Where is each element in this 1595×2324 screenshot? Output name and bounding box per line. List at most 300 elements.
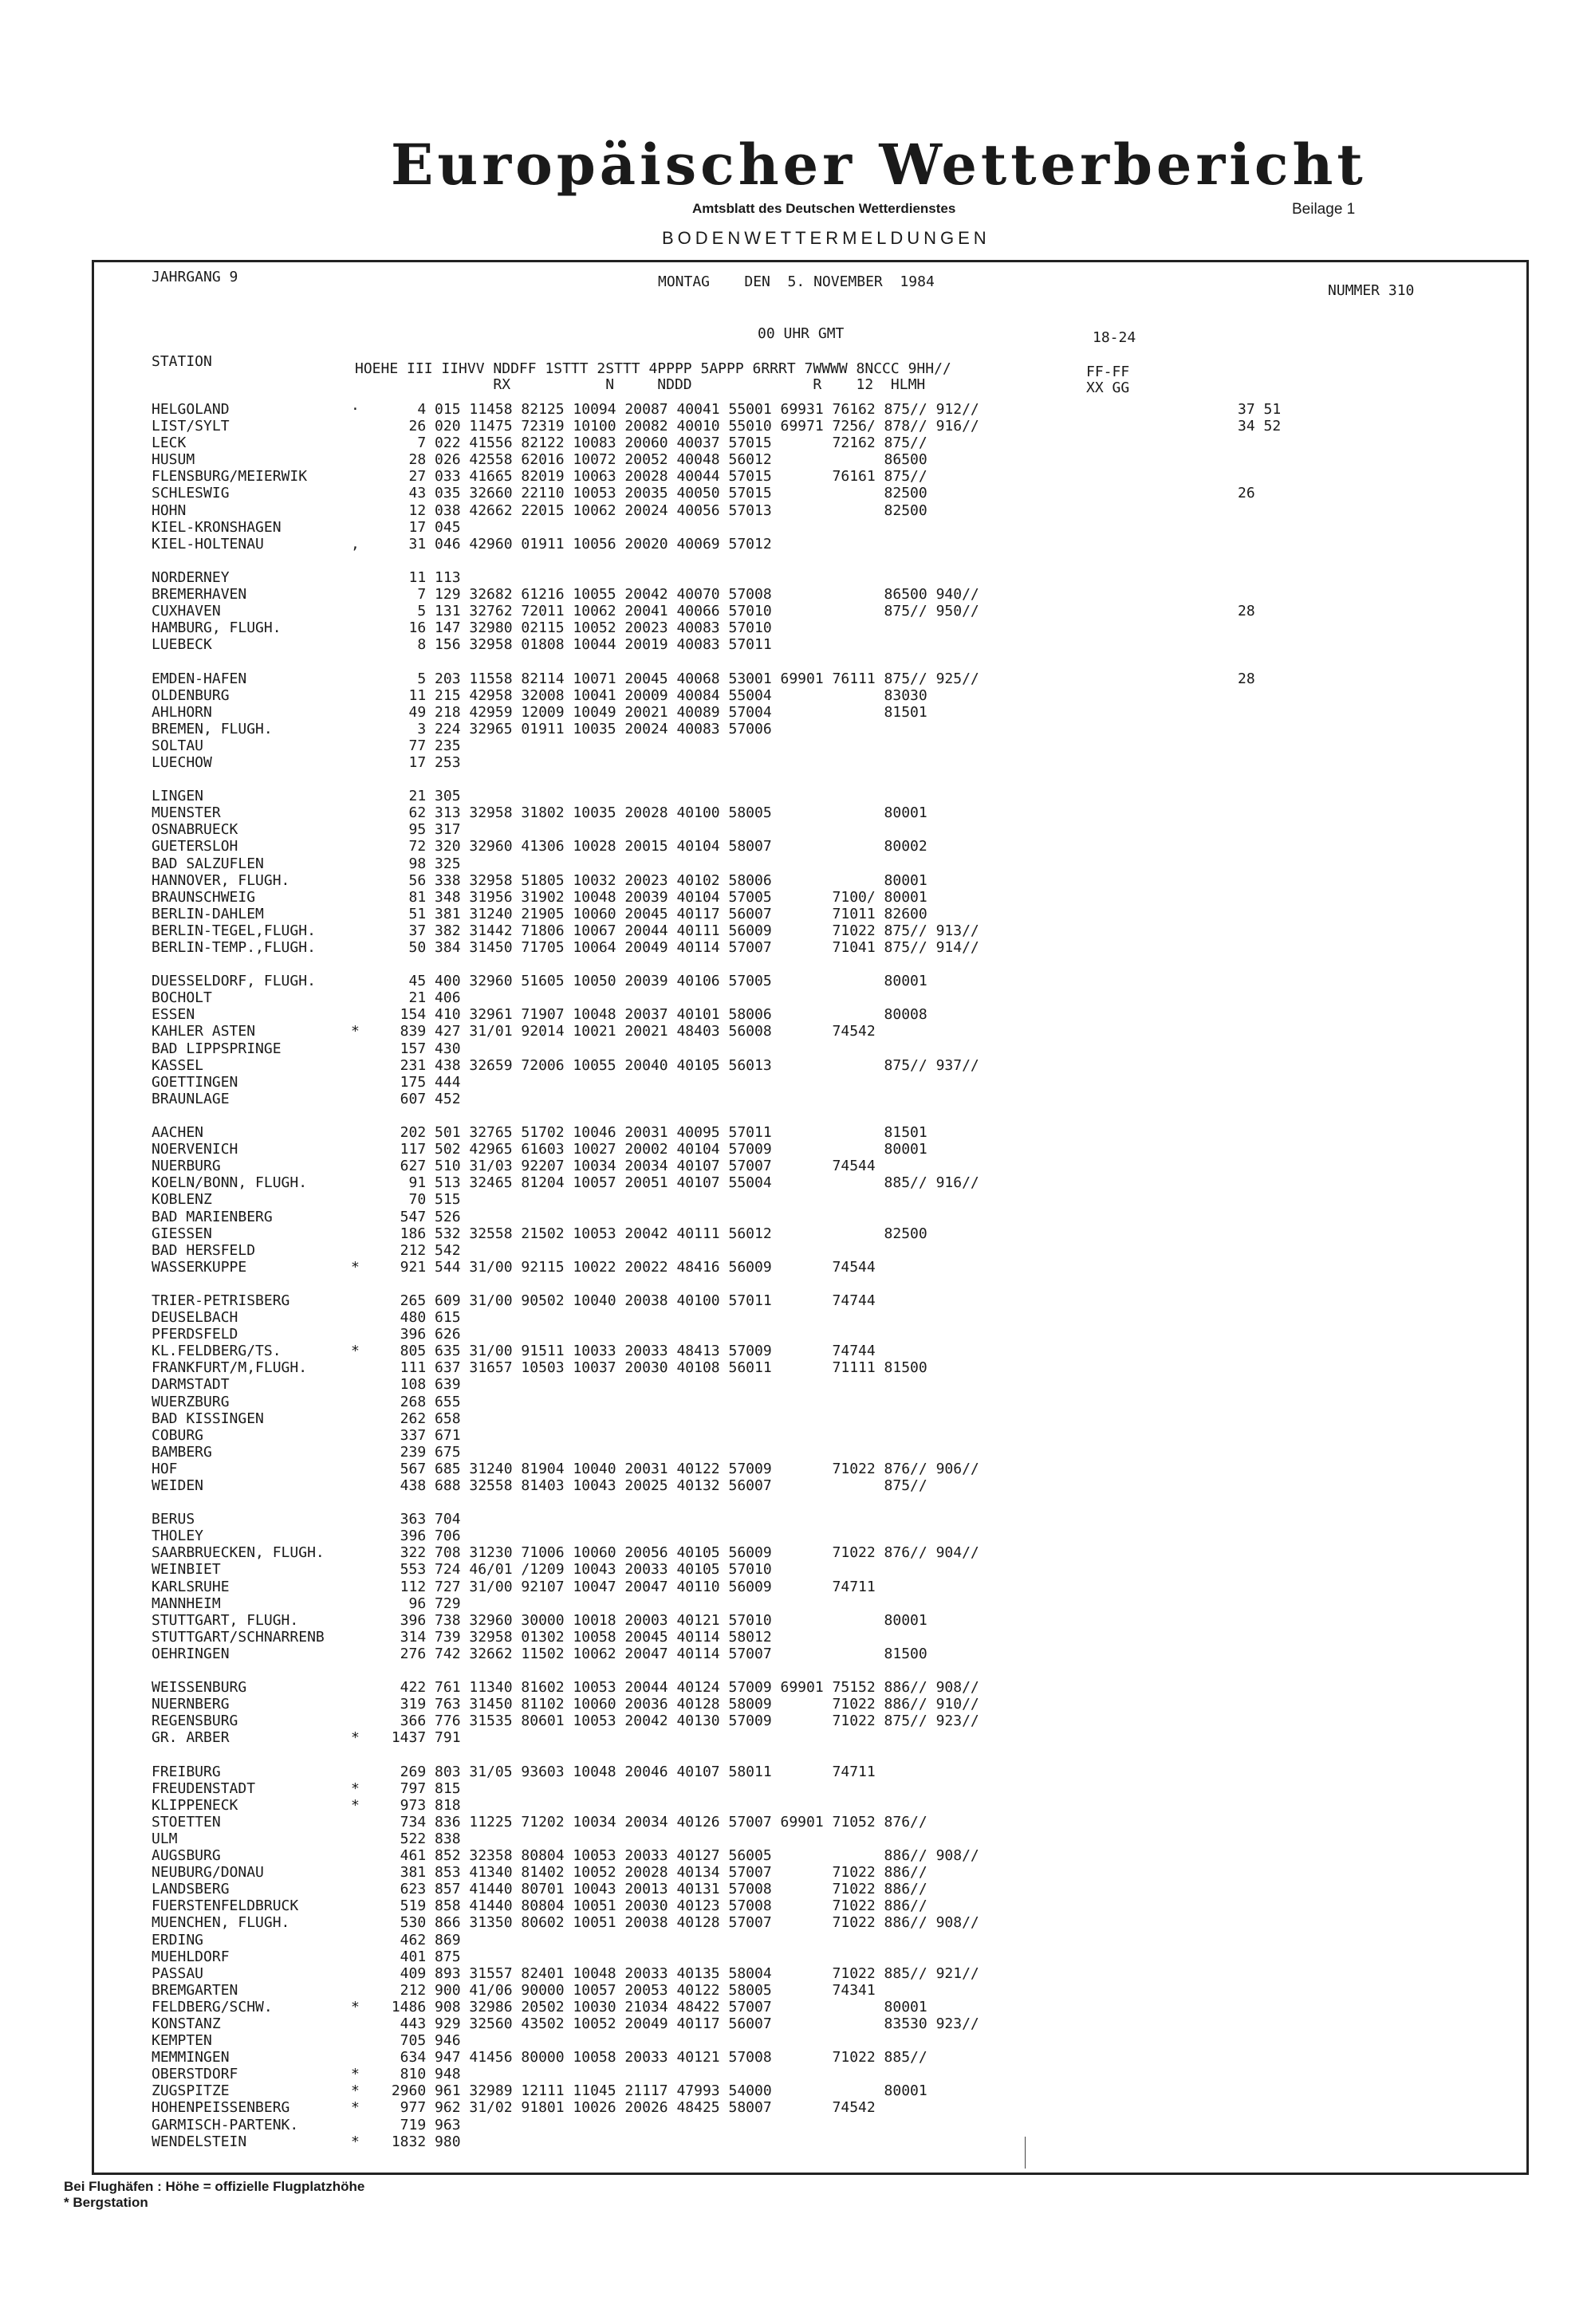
mountain-station-marker xyxy=(351,619,383,636)
mountain-station-marker xyxy=(351,1579,383,1595)
station-row xyxy=(152,1394,1180,1410)
station-name: LINGEN xyxy=(152,788,204,805)
station-code-groups: 81 348 31956 31902 10048 20039 40104 57005 7100/ 80001 xyxy=(383,888,927,906)
station-name: FELDBERG/SCHW. xyxy=(152,1998,273,2015)
issue-number: NUMMER 310 xyxy=(1328,282,1415,299)
station-row xyxy=(152,855,1180,872)
mountain-station-marker xyxy=(351,1830,383,1847)
station-name: BERLIN-TEGEL,FLUGH. xyxy=(152,922,316,939)
mountain-station-marker xyxy=(351,2015,383,2032)
mountain-station-marker xyxy=(351,906,383,922)
station-name: WASSERKUPPE xyxy=(152,1258,247,1276)
mountain-station-marker: * xyxy=(351,2066,360,2083)
station-name: NEUBURG/DONAU xyxy=(152,1864,264,1882)
station-name: HANNOVER, FLUGH. xyxy=(152,871,290,889)
station-code-groups: 1486 908 32986 20502 10030 21034 48422 57007 80001 xyxy=(383,1998,927,2015)
station-code-groups: 797 815 xyxy=(383,1779,461,1797)
station-row xyxy=(152,1797,1180,1814)
mountain-station-marker: * xyxy=(351,1023,360,1040)
mountain-station-marker xyxy=(351,1006,383,1023)
station-row xyxy=(152,2066,1180,2082)
mountain-station-marker xyxy=(351,973,383,989)
station-row xyxy=(152,1544,1180,1561)
station-name: SOLTAU xyxy=(152,737,204,754)
station-code-groups: 31 046 42960 01911 10056 20020 40069 57012 xyxy=(383,535,772,552)
station-name: STUTTGART, FLUGH. xyxy=(152,1611,299,1629)
mountain-station-marker xyxy=(351,1679,383,1696)
station-name: LECK xyxy=(152,435,187,452)
mountain-station-marker xyxy=(351,989,383,1006)
mountain-station-marker xyxy=(351,1124,383,1141)
mountain-station-marker xyxy=(351,1057,383,1074)
station-row xyxy=(152,1174,1180,1191)
station-row xyxy=(152,1595,1180,1612)
station-code-groups: 734 836 11225 71202 10034 20034 40126 57007 69901 71052 876// xyxy=(383,1813,927,1830)
station-row xyxy=(152,906,1180,922)
station-row xyxy=(152,1410,1180,1427)
station-code-groups: 634 947 41456 80000 10058 20033 40121 57008 71022 885// xyxy=(383,2049,927,2066)
station-name: KASSEL xyxy=(152,1056,204,1074)
station-name: FREUDENSTADT xyxy=(152,1779,256,1797)
mountain-station-marker: * xyxy=(351,2099,360,2117)
mountain-station-marker xyxy=(351,1225,383,1242)
station-code-groups: 322 708 31230 71006 10060 20056 40105 56009 71022 876// 904// xyxy=(383,1544,979,1562)
blank-separator xyxy=(152,552,1180,569)
observation-time: 00 UHR GMT xyxy=(758,325,845,342)
station-name: DUESSELDORF, FLUGH. xyxy=(152,973,316,990)
mountain-station-marker xyxy=(351,1897,383,1914)
station-name: TRIER-PETRISBERG xyxy=(152,1292,290,1309)
station-row xyxy=(152,468,1180,485)
station-code-groups: 567 685 31240 81904 10040 20031 40122 57009 71022 876// 906// xyxy=(383,1460,979,1477)
station-name: STOETTEN xyxy=(152,1813,221,1830)
station-code-groups: 337 671 xyxy=(383,1426,461,1444)
station-code-groups: 381 853 41340 81402 10052 20028 40134 57007 71022 886// xyxy=(383,1864,927,1882)
station-name: FUERSTENFELDBRUCK xyxy=(152,1897,299,1915)
station-row xyxy=(152,1897,1180,1914)
station-name: KAHLER ASTEN xyxy=(152,1023,256,1040)
station-name: AUGSBURG xyxy=(152,1847,221,1865)
mountain-station-marker xyxy=(351,586,383,603)
station-name: HAMBURG, FLUGH. xyxy=(152,619,282,637)
mountain-station-marker xyxy=(351,451,383,468)
mountain-station-marker xyxy=(351,1864,383,1881)
mountain-station-marker xyxy=(351,1948,383,1965)
station-code-groups: 443 929 32560 43502 10052 20049 40117 56007 83530 923// xyxy=(383,2015,979,2032)
station-name xyxy=(152,1276,351,1292)
station-name: BERLIN-TEMP.,FLUGH. xyxy=(152,939,316,956)
station-code-groups: 462 869 xyxy=(383,1931,461,1948)
mountain-station-marker xyxy=(351,653,383,670)
station-name: NOERVENICH xyxy=(152,1141,238,1158)
station-row xyxy=(152,872,1180,889)
station-code-groups: 98 325 xyxy=(383,855,461,872)
station-name: REGENSBURG xyxy=(152,1713,238,1730)
station-name: GIESSEN xyxy=(152,1225,212,1242)
station-name: OBERSTDORF xyxy=(152,2066,238,2083)
station-code-groups: 108 639 xyxy=(383,1376,461,1394)
mountain-station-marker xyxy=(351,838,383,855)
mountain-station-marker: * xyxy=(351,1343,360,1360)
mountain-station-marker xyxy=(351,502,383,519)
station-row xyxy=(152,1057,1180,1074)
mountain-station-marker xyxy=(351,1747,383,1764)
mountain-station-marker: * xyxy=(351,1779,360,1797)
station-code-groups: 11 215 42958 32008 10041 20009 40084 55004 83030 xyxy=(383,686,927,704)
mountain-station-marker xyxy=(351,435,383,451)
station-code-groups: 154 410 32961 71907 10048 20037 40101 58006 80008 xyxy=(383,1006,927,1024)
mountain-station-marker xyxy=(351,2032,383,2049)
mountain-station-marker xyxy=(351,922,383,939)
mountain-station-marker xyxy=(351,1932,383,1948)
station-name: WENDELSTEIN xyxy=(152,2133,247,2150)
publisher-subtitle: Amtsblatt des Deutschen Wetterdienstes xyxy=(692,201,956,216)
mountain-station-marker: * xyxy=(351,2133,360,2150)
mountain-station-marker xyxy=(351,1276,383,1292)
station-name: LIST/SYLT xyxy=(152,418,230,435)
station-code-groups: 5 131 32762 72011 10062 20041 40066 57010 875// 950// xyxy=(383,603,979,620)
mountain-station-marker xyxy=(351,1191,383,1208)
station-row xyxy=(152,1612,1180,1629)
mountain-station-marker xyxy=(351,1528,383,1544)
blank-separator xyxy=(152,1662,1180,1679)
mountain-station-marker xyxy=(351,485,383,501)
station-name: GR. ARBER xyxy=(152,1729,230,1747)
station-row xyxy=(152,1965,1180,1982)
station-code-groups: 977 962 31/02 91801 10026 20026 48425 58007 74542 xyxy=(383,2099,876,2117)
blank-separator xyxy=(152,653,1180,670)
station-code-groups: 810 948 xyxy=(383,2066,461,2083)
station-row xyxy=(152,670,1255,687)
station-row xyxy=(152,1343,1180,1359)
station-name: BREMGARTEN xyxy=(152,1981,238,1999)
station-row xyxy=(152,821,1180,838)
station-row xyxy=(152,2032,1180,2049)
station-row xyxy=(152,1074,1180,1091)
mountain-station-marker xyxy=(351,687,383,704)
station-row xyxy=(152,536,1180,552)
mountain-station-marker: * xyxy=(351,1998,360,2015)
station-name: CUXHAVEN xyxy=(152,603,221,620)
station-name: HOHN xyxy=(152,501,187,519)
station-code-groups: 363 704 xyxy=(383,1511,461,1528)
station-name: FREIBURG xyxy=(152,1763,221,1780)
station-code-groups: 839 427 31/01 92014 10021 20021 48403 56008 74542 xyxy=(383,1023,876,1040)
station-row xyxy=(152,1006,1180,1023)
station-code-groups: 553 724 46/01 /1209 10043 20033 40105 57010 xyxy=(383,1561,772,1579)
station-code-groups: 8 156 32958 01808 10044 20019 40083 57011 xyxy=(383,636,772,654)
mountain-station-marker xyxy=(351,1477,383,1494)
station-name: PASSAU xyxy=(152,1964,204,1982)
station-row xyxy=(152,586,1180,603)
station-code-groups: 422 761 11340 81602 10053 20044 40124 57009 69901 75152 886// 908// xyxy=(383,1679,979,1697)
station-row xyxy=(152,1780,1180,1797)
station-code-groups: 627 510 31/03 92207 10034 20034 40107 57007 74544 xyxy=(383,1158,876,1175)
station-code-groups: 438 688 32558 81403 10043 20025 40132 56007 875// xyxy=(383,1477,927,1494)
station-name: BAD SALZUFLEN xyxy=(152,855,264,872)
station-name: WUERZBURG xyxy=(152,1393,230,1410)
mountain-station-marker xyxy=(351,1292,383,1309)
station-code-groups: 37 382 31442 71806 10067 20044 40111 56009 71022 875// 913// xyxy=(383,922,979,939)
station-ff-groups: 34 52 xyxy=(1238,418,1282,435)
station-row xyxy=(152,704,1180,721)
station-row xyxy=(152,2099,1180,2116)
station-row xyxy=(152,1427,1180,1444)
station-row xyxy=(152,1242,1180,1259)
code-column-header-line1: HOEHE III IIHVV NDDFF 1STTT 2STTT 4PPPP 5APPP 6RRRT 7WWWW 8NCCC 9HH// xyxy=(355,360,951,377)
mountain-station-marker xyxy=(351,771,383,788)
station-name: NUERBURG xyxy=(152,1158,221,1175)
station-name: FRANKFURT/M,FLUGH. xyxy=(152,1359,308,1377)
station-row xyxy=(152,939,1180,956)
station-row xyxy=(152,804,1180,821)
station-name: BAD MARIENBERG xyxy=(152,1208,273,1225)
mountain-station-marker xyxy=(351,1494,383,1511)
station-code-groups: 12 038 42662 22015 10062 20024 40056 57013 82500 xyxy=(383,501,927,519)
station-name xyxy=(152,1107,351,1124)
mountain-station-marker xyxy=(351,1881,383,1897)
station-code-groups: 111 637 31657 10503 10037 20030 40108 56011 71111 81500 xyxy=(383,1359,927,1377)
station-row xyxy=(152,1309,1180,1326)
mountain-station-marker xyxy=(351,1427,383,1444)
mountain-station-marker xyxy=(351,519,383,536)
mountain-station-marker xyxy=(351,670,383,687)
station-name: OEHRINGEN xyxy=(152,1645,230,1662)
station-name: BAD HERSFELD xyxy=(152,1241,256,1259)
station-code-groups: 56 338 32958 51805 10032 20023 40102 58006 80001 xyxy=(383,871,927,889)
station-code-groups: 607 452 xyxy=(383,1090,461,1107)
mountain-station-marker xyxy=(351,1040,383,1057)
station-row xyxy=(152,1209,1180,1225)
station-name xyxy=(152,1747,351,1764)
station-code-groups: 366 776 31535 80601 10053 20042 40130 57009 71022 875// 923// xyxy=(383,1713,979,1730)
station-code-groups: 21 305 xyxy=(383,788,461,805)
station-row xyxy=(152,1679,1180,1696)
station-name: GARMISCH-PARTENK. xyxy=(152,2116,299,2133)
mountain-station-marker xyxy=(351,754,383,771)
station-name: KONSTANZ xyxy=(152,2015,221,2032)
station-row xyxy=(152,519,1180,536)
station-name: KARLSRUHE xyxy=(152,1578,230,1595)
station-row xyxy=(152,2049,1180,2066)
station-row xyxy=(152,1847,1180,1864)
station-name: BOCHOLT xyxy=(152,989,212,1007)
blank-separator xyxy=(152,771,1180,788)
mountain-station-marker xyxy=(351,1242,383,1259)
mountain-station-marker xyxy=(351,889,383,906)
footnote-mountain-station: * Bergstation xyxy=(64,2195,148,2210)
station-name: KOBLENZ xyxy=(152,1191,212,1209)
mountain-station-marker xyxy=(351,1629,383,1646)
station-row xyxy=(152,1023,1180,1040)
station-code-groups: 7 129 32682 61216 10055 20042 40070 57008 86500 940// xyxy=(383,586,979,604)
station-code-groups: 62 313 32958 31802 10035 20028 40100 58005 80001 xyxy=(383,804,927,822)
mountain-station-marker xyxy=(351,1174,383,1191)
mountain-station-marker: * xyxy=(351,1729,360,1747)
station-name: KLIPPENECK xyxy=(152,1796,238,1814)
station-row xyxy=(152,1764,1180,1780)
station-row xyxy=(152,1444,1180,1461)
station-code-groups: 623 857 41440 80701 10043 20013 40131 57008 71022 886// xyxy=(383,1881,927,1898)
station-ff-groups: 28 xyxy=(1238,670,1255,687)
station-row xyxy=(152,922,1180,939)
mountain-station-marker xyxy=(351,1662,383,1679)
mountain-station-marker xyxy=(351,737,383,754)
station-name: EMDEN-HAFEN xyxy=(152,670,247,687)
station-row xyxy=(152,1376,1180,1393)
station-name: BREMERHAVEN xyxy=(152,586,247,604)
mountain-station-marker: * xyxy=(351,1258,360,1276)
station-name: ZUGSPITZE xyxy=(152,2082,230,2100)
station-code-groups: 269 803 31/05 93603 10048 20046 40107 58011 74711 xyxy=(383,1763,876,1780)
station-name: BREMEN, FLUGH. xyxy=(152,720,273,737)
station-name: ERDING xyxy=(152,1931,204,1948)
station-name: KIEL-KRONSHAGEN xyxy=(152,518,282,536)
station-code-groups: 231 438 32659 72006 10055 20040 40105 56013 875// 937// xyxy=(383,1056,979,1074)
station-row xyxy=(152,1932,1180,1948)
mountain-station-marker xyxy=(351,603,383,619)
station-row xyxy=(152,1091,1180,1107)
station-column-header: STATION xyxy=(152,353,212,370)
mountain-station-marker xyxy=(351,1847,383,1864)
station-code-groups: 396 626 xyxy=(383,1326,461,1343)
station-row xyxy=(152,721,1180,737)
station-row xyxy=(152,1864,1180,1881)
station-name: NUERNBERG xyxy=(152,1696,230,1713)
station-name: FLENSBURG/MEIERWIK xyxy=(152,468,308,486)
station-code-groups: 401 875 xyxy=(383,1948,461,1965)
mountain-station-marker xyxy=(351,1074,383,1091)
station-code-groups: 519 858 41440 80804 10051 20030 40123 57008 71022 886// xyxy=(383,1897,927,1915)
station-code-groups: 16 147 32980 02115 10052 20023 40083 57010 xyxy=(383,619,772,637)
station-ff-groups: 37 51 xyxy=(1238,401,1282,418)
station-code-groups: 26 020 11475 72319 10100 20082 40010 55010 69971 7256/ 878// 916// xyxy=(383,418,979,435)
mountain-station-marker xyxy=(351,1965,383,1982)
station-code-groups: 212 900 41/06 90000 10057 20053 40122 58005 74341 xyxy=(383,1981,876,1999)
station-row xyxy=(152,788,1180,804)
station-name: ULM xyxy=(152,1830,178,1847)
station-code-groups: 805 635 31/00 91511 10033 20033 48413 57009 74744 xyxy=(383,1343,876,1360)
station-row xyxy=(152,1141,1180,1158)
station-code-groups: 70 515 xyxy=(383,1191,461,1209)
station-code-groups: 268 655 xyxy=(383,1393,461,1410)
station-code-groups xyxy=(383,1662,1180,1679)
station-name: HUSUM xyxy=(152,451,195,469)
station-code-groups: 396 738 32960 30000 10018 20003 40121 57010 80001 xyxy=(383,1611,927,1629)
station-name xyxy=(152,771,351,788)
station-code-groups: 21 406 xyxy=(383,989,461,1007)
mountain-station-marker xyxy=(351,1713,383,1729)
station-name: WEINBIET xyxy=(152,1561,221,1579)
station-code-groups: 461 852 32358 80804 10053 20033 40127 56005 886// 908// xyxy=(383,1847,979,1865)
mountain-station-marker xyxy=(351,1376,383,1393)
station-code-groups: 43 035 32660 22110 10053 20035 40050 57015 82500 xyxy=(383,485,927,502)
station-code-groups: 480 615 xyxy=(383,1309,461,1327)
mountain-station-marker xyxy=(351,1544,383,1561)
section-title: BODENWETTERMELDUNGEN xyxy=(662,228,990,248)
station-code-groups: 319 763 31450 81102 10060 20036 40128 58009 71022 886// 910// xyxy=(383,1696,979,1713)
mountain-station-marker xyxy=(351,552,383,569)
station-row xyxy=(152,687,1180,704)
station-code-groups xyxy=(383,956,1180,973)
mountain-station-marker xyxy=(351,721,383,737)
ff-column-header-line2: XX GG xyxy=(1086,379,1130,396)
station-row xyxy=(152,889,1180,906)
station-row xyxy=(152,603,1255,620)
station-name: KOELN/BONN, FLUGH. xyxy=(152,1174,308,1192)
station-name: DEUSELBACH xyxy=(152,1309,238,1327)
station-code-groups: 202 501 32765 51702 10046 20031 40095 57011 81501 xyxy=(383,1124,927,1142)
station-table xyxy=(152,401,1282,2150)
station-row xyxy=(152,2133,1180,2150)
station-name: WEISSENBURG xyxy=(152,1679,247,1697)
station-code-groups: 3 224 32965 01911 10035 20024 40083 57006 xyxy=(383,720,772,737)
mountain-station-marker xyxy=(351,804,383,821)
station-code-groups xyxy=(383,653,1180,670)
mountain-station-marker xyxy=(351,1814,383,1830)
mountain-station-marker xyxy=(351,1091,383,1107)
station-code-groups: 112 727 31/00 92107 10047 20047 40110 56009 74711 xyxy=(383,1578,876,1595)
station-name: OLDENBURG xyxy=(152,686,230,704)
station-code-groups: 117 502 42965 61603 10027 20002 40104 57009 80001 xyxy=(383,1141,927,1158)
station-code-groups: 91 513 32465 81204 10057 20051 40107 55004 885// 916// xyxy=(383,1174,979,1192)
station-code-groups: 1832 980 xyxy=(383,2133,461,2150)
station-name: MUENSTER xyxy=(152,804,221,822)
station-code-groups: 396 706 xyxy=(383,1528,461,1545)
blank-separator xyxy=(152,956,1180,973)
mountain-station-marker xyxy=(351,418,383,435)
station-row xyxy=(152,1814,1180,1830)
mountain-station-marker: * xyxy=(351,1796,360,1814)
station-row xyxy=(152,502,1180,519)
station-name: MEMMINGEN xyxy=(152,2049,230,2066)
station-row xyxy=(152,2082,1180,2099)
station-code-groups: 276 742 32662 11502 10062 20047 40114 57007 81500 xyxy=(383,1645,927,1662)
station-code-groups: 409 893 31557 82401 10048 20033 40135 58004 71022 885// 921// xyxy=(383,1964,979,1982)
station-name: MUEHLDORF xyxy=(152,1948,230,1965)
mountain-station-marker xyxy=(351,1696,383,1713)
station-code-groups: 921 544 31/00 92115 10022 20022 48416 56009 74544 xyxy=(383,1258,876,1276)
station-code-groups: 72 320 32960 41306 10028 20015 40104 58007 80002 xyxy=(383,838,927,855)
station-code-groups xyxy=(383,1276,1180,1292)
station-code-groups: 239 675 xyxy=(383,1443,461,1461)
mountain-station-marker xyxy=(351,1209,383,1225)
station-row xyxy=(152,1292,1180,1309)
station-ff-groups: 26 xyxy=(1238,485,1255,502)
station-code-groups xyxy=(383,1107,1180,1124)
ff-column-header-line1: FF-FF xyxy=(1086,364,1130,380)
station-code-groups: 705 946 xyxy=(383,2032,461,2050)
station-code-groups xyxy=(383,1494,1180,1511)
station-code-groups: 530 866 31350 80602 10051 20038 40128 57007 71022 886// 908// xyxy=(383,1914,979,1932)
blank-separator xyxy=(152,1276,1180,1292)
station-code-groups: 17 045 xyxy=(383,518,461,536)
station-code-groups: 157 430 xyxy=(383,1040,461,1057)
mountain-station-marker xyxy=(351,1326,383,1343)
mountain-station-marker xyxy=(351,1394,383,1410)
station-name: BERLIN-DAHLEM xyxy=(152,905,264,922)
station-row xyxy=(152,1729,1180,1746)
station-code-groups xyxy=(383,552,1180,569)
station-row xyxy=(152,2117,1180,2133)
station-name: NORDERNEY xyxy=(152,568,230,586)
station-name: SAARBRUECKEN, FLUGH. xyxy=(152,1544,325,1562)
station-name xyxy=(152,1494,351,1511)
station-name: GOETTINGEN xyxy=(152,1073,238,1091)
station-row xyxy=(152,401,1282,418)
station-name: LUECHOW xyxy=(152,753,212,771)
station-row xyxy=(152,1830,1180,1847)
